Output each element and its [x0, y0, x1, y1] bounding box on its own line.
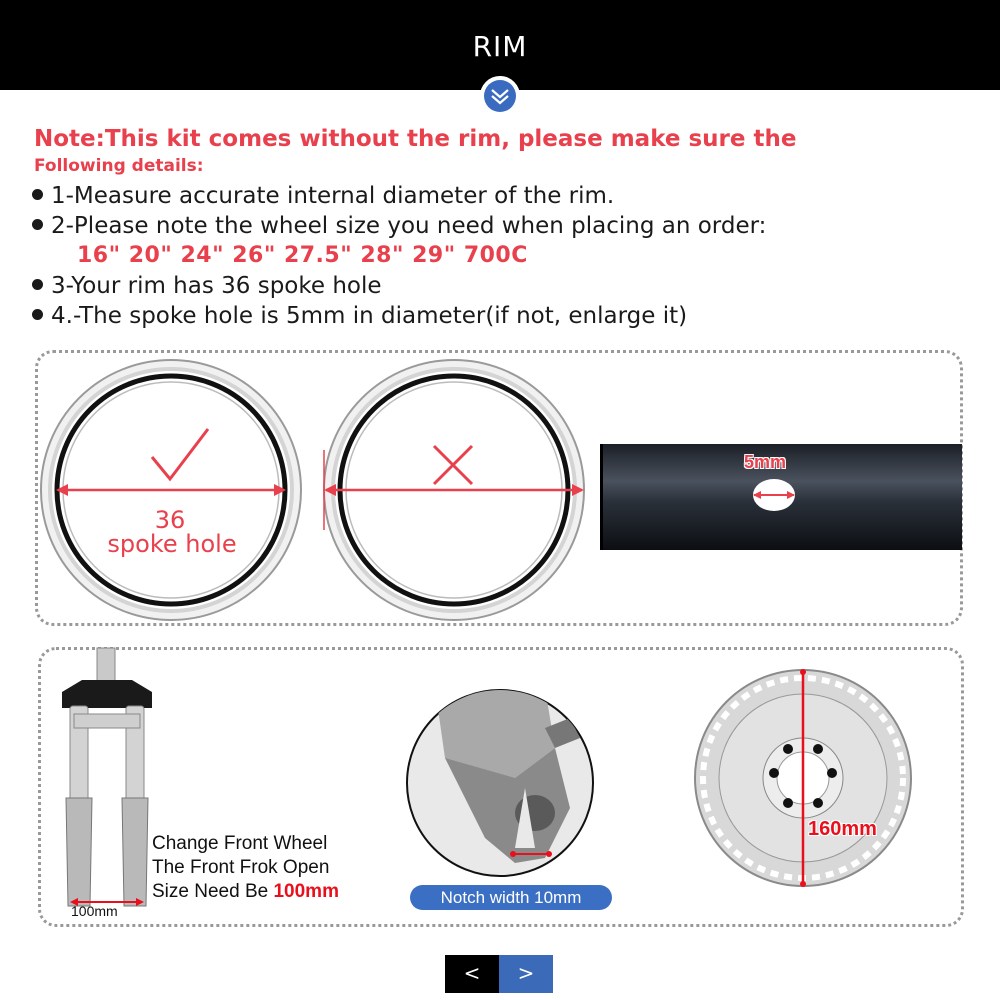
detail-text: 2-Please note the wheel size you need when placing an order:: [51, 213, 767, 239]
check-mark-icon: [150, 427, 210, 483]
page-title: RIM: [472, 30, 528, 63]
caption-prefix: Size Need Be: [152, 881, 274, 902]
hole-size-label: 5mm: [744, 452, 787, 472]
caption-line: [152, 880, 339, 904]
double-chevron-down-icon: [480, 76, 520, 116]
detail-text: 4.-The spoke hole is 5mm in diameter(if not, enlarge it): [51, 303, 688, 329]
dropout-closeup-image: [405, 688, 595, 878]
detail-item: [32, 273, 382, 299]
detail-item: [32, 213, 766, 239]
rim-correct-image: [36, 356, 306, 626]
note-title: Note:This kit comes without the rim, please make sure the: [34, 126, 797, 152]
fork-caption: [152, 832, 339, 904]
note-subtitle: Following details:: [34, 156, 204, 176]
caption-line: Change Front Wheel: [152, 833, 328, 854]
detail-item: [32, 183, 614, 209]
wheel-sizes: 16" 20" 24" 26" 27.5" 28" 29" 700C: [77, 243, 528, 268]
brake-rotor-image: [690, 665, 916, 891]
detail-text: 3-Your rim has 36 spoke hole: [51, 273, 382, 299]
previous-button[interactable]: <: [445, 955, 499, 993]
caption-line: The Front Frok Open: [152, 857, 330, 878]
spoke-hole-label: spoke hole: [107, 530, 237, 558]
bullet-icon: [32, 189, 43, 200]
rim-wrong-image: [320, 356, 590, 626]
bullet-icon: [32, 309, 43, 320]
next-button[interactable]: >: [499, 955, 553, 993]
detail-text: 1-Measure accurate internal diameter of the rim.: [51, 183, 615, 209]
bullet-icon: [32, 219, 43, 230]
bullet-icon: [32, 279, 43, 290]
notch-width-badge: Notch width 10mm: [410, 885, 612, 910]
spoke-count-label: 36: [154, 506, 186, 534]
caption-value: 100mm: [273, 881, 339, 902]
fork-width-label: 100mm: [71, 903, 118, 919]
detail-item: [32, 303, 687, 329]
cross-mark-icon: [432, 444, 474, 486]
rotor-size-label: 160mm: [808, 818, 877, 840]
fork-image: [52, 648, 162, 920]
